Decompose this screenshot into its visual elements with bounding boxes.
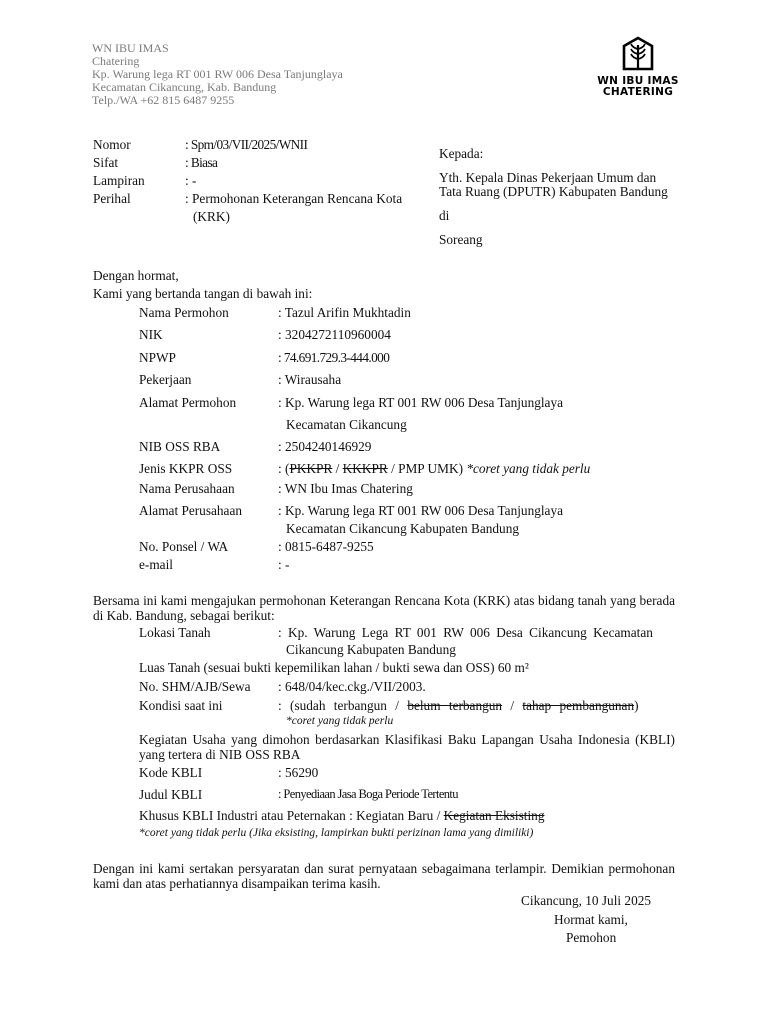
jenis-kkpr-value [278, 461, 590, 476]
lampiran-label: Lampiran [93, 173, 145, 188]
letterhead-phone: Telp./WA +62 815 6487 9255 [92, 93, 235, 107]
regards: Hormat kami, [554, 912, 628, 927]
recipient-kepada: Kepada: [439, 146, 484, 161]
perusahaan-value: : WN Ibu Imas Chatering [278, 481, 413, 496]
recipient-line-1: Yth. Kepala Dinas Pekerjaan Umum dan [439, 170, 657, 185]
lokasi-value-1: : Kp. Warung Lega RT 001 RW 006 Desa Cikancung Kecamatan [278, 625, 653, 640]
kondisi-label: Kondisi saat ini [139, 698, 223, 713]
logo-line-2: CHATERING [602, 86, 674, 98]
sifat-value: : Biasa [185, 155, 218, 170]
shm-label: No. SHM/AJB/Sewa [139, 679, 251, 694]
kondisi-option-tahap: tahap pembangunan [522, 698, 635, 713]
wheat-house-icon [621, 36, 655, 72]
ponsel-value: : 0815-6487-9255 [278, 539, 374, 554]
alamat-perusahaan-value-2: Kecamatan Cikancung Kabupaten Bandung [286, 521, 519, 536]
perihal-value-1: : Permohonan Keterangan Rencana Kota [185, 191, 403, 206]
nama-value: : Tazul Arifin Mukhtadin [278, 305, 411, 320]
khusus-kbli [139, 808, 544, 823]
kode-kbli-value: : 56290 [278, 765, 319, 780]
nomor-value: : Spm/03/VII/2025/WNII [185, 137, 308, 152]
letterhead-sub: Chatering [92, 54, 140, 68]
perihal-value-2: (KRK) [193, 209, 230, 224]
lokasi-label: Lokasi Tanah [139, 625, 211, 640]
kbli-paragraph: Kegiatan Usaha yang dimohon berdasarkan Klasifikasi Baku Lapangan Usaha Indonesia (KBLI) yang tertera di NIB OSS RBA [139, 732, 675, 762]
jenis-note: *coret yang tidak perlu [466, 461, 591, 476]
place-date: Cikancung, 10 Juli 2025 [521, 893, 652, 908]
email-label: e-mail [139, 557, 173, 572]
khusus-note: *coret yang tidak perlu (Jika eksisting, lampirkan bukti perizinan lama yang dimiliki) [139, 827, 534, 839]
kondisi-open: : (sudah terbangun / [278, 698, 408, 713]
jenis-option-pkkpr: PKKPR [289, 461, 333, 476]
kode-kbli-label: Kode KBLI [139, 765, 203, 780]
jenis-option-rest: / PMP UMK) [387, 461, 467, 476]
judul-kbli-label: Judul KBLI [139, 787, 203, 802]
logo-line-1: WN IBU IMAS [597, 75, 679, 87]
alamat-label: Alamat Permohon [139, 395, 237, 410]
kondisi-value [278, 698, 639, 713]
kondisi-close: ) [634, 698, 639, 713]
email-value: : - [278, 557, 290, 572]
nib-label: NIB OSS RBA [139, 439, 221, 454]
jenis-separator: / [332, 461, 343, 476]
luas-tanah: Luas Tanah (sesuai bukti kepemilikan lahan / bukti sewa dan OSS) 60 m² [139, 660, 529, 675]
letterhead [92, 42, 343, 107]
nik-label: NIK [139, 327, 163, 342]
khusus-text: Khusus KBLI Industri atau Peternakan : Kegiatan Baru / [139, 808, 444, 823]
kondisi-separator: / [502, 698, 523, 713]
jenis-option-kkkpr: KKKPR [342, 461, 388, 476]
judul-kbli-value: : Penyediaan Jasa Boga Periode Tertentu [278, 787, 458, 801]
kondisi-option-belum: belum terbangun [407, 698, 503, 713]
perihal-label: Perihal [93, 191, 131, 206]
alamat-perusahaan-value-1: : Kp. Warung lega RT 001 RW 006 Desa Tanjunglaya [278, 503, 564, 518]
alamat-perusahaan-label: Alamat Perusahaan [139, 503, 243, 518]
kondisi-note: *coret yang tidak perlu [286, 715, 394, 727]
greeting: Dengan hormat, [93, 268, 179, 283]
intro: Kami yang bertanda tangan di bawah ini: [93, 286, 313, 301]
nomor-label: Nomor [93, 137, 131, 152]
khusus-option-eksisting: Kegiatan Eksisting [443, 808, 545, 823]
npwp-value: : 74.691.729.3-444.000 [278, 350, 390, 365]
pekerjaan-value: : Wirausaha [278, 372, 342, 387]
request-paragraph: Bersama ini kami mengajukan permohonan Keterangan Rencana Kota (KRK) atas bidang tanah yang berada di Kab. Bandung, sebagai berikut: [93, 593, 675, 623]
recipient-line-2: Tata Ruang (DPUTR) Kabupaten Bandung [439, 184, 668, 199]
alamat-value-2: Kecamatan Cikancung [286, 417, 407, 432]
closing-paragraph: Dengan ini kami sertakan persyaratan dan surat pernyataan sebagaimana terlampir. Demikian permohonan kami dan atas perhatiannya disampaikan terima kasih. [93, 861, 675, 891]
nib-value: : 2504240146929 [278, 439, 372, 454]
perusahaan-label: Nama Perusahaan [139, 481, 235, 496]
nik-value: : 3204272110960004 [278, 327, 391, 342]
pekerjaan-label: Pekerjaan [139, 372, 192, 387]
jenis-kkpr-label: Jenis KKPR OSS [139, 461, 233, 476]
letterhead-name: WN IBU IMAS [92, 41, 169, 55]
lokasi-value-2: Cikancung Kabupaten Bandung [286, 642, 456, 657]
lampiran-value: : - [185, 173, 197, 188]
letterhead-address-2: Kecamatan Cikancung, Kab. Bandung [92, 80, 277, 94]
shm-value: : 648/04/kec.ckg./VII/2003. [278, 679, 426, 694]
jenis-open: : ( [278, 461, 290, 476]
recipient-city: Soreang [439, 232, 483, 247]
nama-label: Nama Permohon [139, 305, 229, 320]
sifat-label: Sifat [93, 155, 119, 170]
ponsel-label: No. Ponsel / WA [139, 539, 229, 554]
signer-role: Pemohon [566, 930, 617, 945]
recipient-di: di [439, 208, 450, 223]
company-logo [590, 36, 686, 98]
letterhead-address-1: Kp. Warung lega RT 001 RW 006 Desa Tanjunglaya [92, 67, 343, 81]
npwp-label: NPWP [139, 350, 176, 365]
alamat-value-1: : Kp. Warung lega RT 001 RW 006 Desa Tanjunglaya [278, 395, 564, 410]
